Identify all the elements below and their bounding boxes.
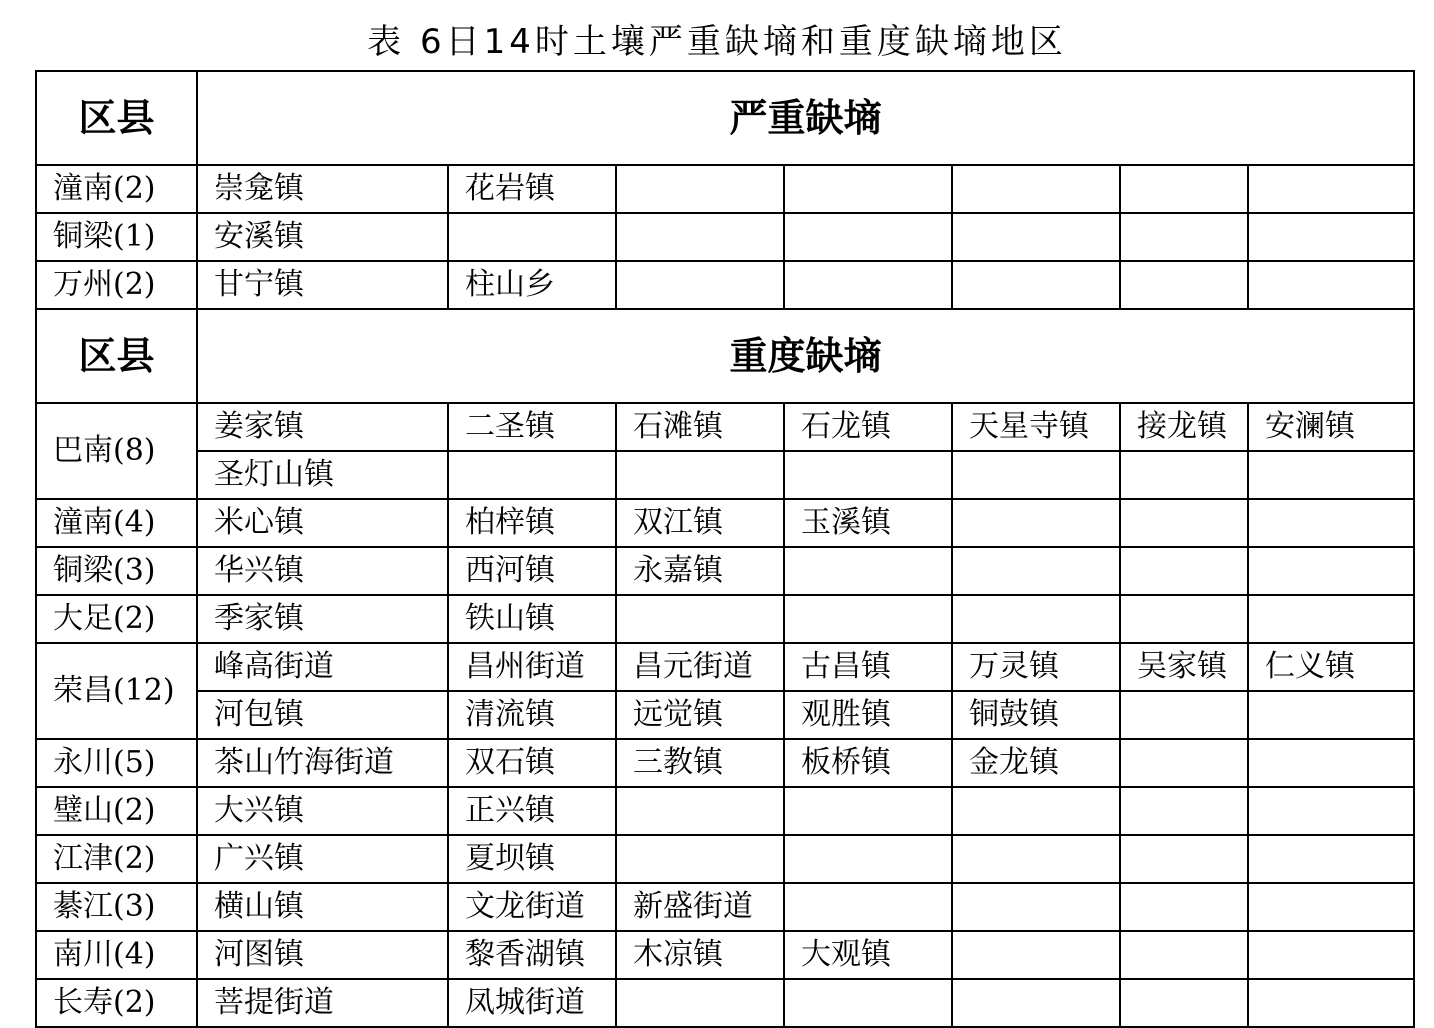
category-header: 重度缺墒: [197, 309, 1414, 403]
section-header-row: [36, 309, 1414, 403]
town-cell: [784, 883, 952, 931]
town-cell: 金龙镇: [952, 739, 1120, 787]
town-cell: 夏坝镇: [448, 835, 616, 883]
town-cell: 菩提街道: [197, 979, 448, 1027]
district-cell: 万州(2): [36, 261, 197, 309]
town-cell: [784, 213, 952, 261]
town-cell: [1248, 691, 1414, 739]
category-header: 严重缺墒: [197, 71, 1414, 165]
town-cell: [1248, 547, 1414, 595]
town-cell: [784, 451, 952, 499]
town-cell: [616, 595, 784, 643]
town-cell: 广兴镇: [197, 835, 448, 883]
town-cell: [616, 451, 784, 499]
town-cell: [1120, 165, 1248, 213]
town-cell: 米心镇: [197, 499, 448, 547]
town-cell: 万灵镇: [952, 643, 1120, 691]
town-cell: [952, 595, 1120, 643]
town-cell: [1120, 835, 1248, 883]
table-row: [36, 595, 1414, 643]
town-cell: 黎香湖镇: [448, 931, 616, 979]
town-cell: 新盛街道: [616, 883, 784, 931]
town-cell: [1248, 979, 1414, 1027]
town-cell: [1248, 213, 1414, 261]
table-row: [36, 979, 1414, 1027]
town-cell: [952, 547, 1120, 595]
town-cell: [1120, 931, 1248, 979]
town-cell: [1120, 979, 1248, 1027]
town-cell: 古昌镇: [784, 643, 952, 691]
district-cell: 铜梁(1): [36, 213, 197, 261]
town-cell: 凤城街道: [448, 979, 616, 1027]
town-cell: 铁山镇: [448, 595, 616, 643]
town-cell: 甘宁镇: [197, 261, 448, 309]
town-cell: [1120, 883, 1248, 931]
town-cell: 河包镇: [197, 691, 448, 739]
town-cell: [616, 165, 784, 213]
town-cell: 花岩镇: [448, 165, 616, 213]
town-cell: 双石镇: [448, 739, 616, 787]
town-cell: 板桥镇: [784, 739, 952, 787]
town-cell: 圣灯山镇: [197, 451, 448, 499]
district-cell: 铜梁(3): [36, 547, 197, 595]
town-cell: 安澜镇: [1248, 403, 1414, 451]
town-cell: 玉溪镇: [784, 499, 952, 547]
town-cell: 吴家镇: [1120, 643, 1248, 691]
town-cell: 柏梓镇: [448, 499, 616, 547]
town-cell: [1248, 739, 1414, 787]
town-cell: 茶山竹海街道: [197, 739, 448, 787]
town-cell: 双江镇: [616, 499, 784, 547]
table-row: [36, 883, 1414, 931]
town-cell: 石滩镇: [616, 403, 784, 451]
town-cell: [784, 261, 952, 309]
town-cell: [1248, 261, 1414, 309]
town-cell: 正兴镇: [448, 787, 616, 835]
town-cell: 远觉镇: [616, 691, 784, 739]
town-cell: [952, 787, 1120, 835]
table-row: [36, 547, 1414, 595]
table-row: [36, 213, 1414, 261]
town-cell: [616, 787, 784, 835]
town-cell: [1248, 165, 1414, 213]
town-cell: [952, 451, 1120, 499]
table-row: [36, 931, 1414, 979]
drought-table: [35, 70, 1415, 1028]
town-cell: [784, 165, 952, 213]
table-row: [36, 835, 1414, 883]
town-cell: [1120, 787, 1248, 835]
town-cell: [1120, 213, 1248, 261]
town-cell: [1120, 739, 1248, 787]
town-cell: [952, 165, 1120, 213]
table-row: [36, 739, 1414, 787]
town-cell: 文龙街道: [448, 883, 616, 931]
town-cell: [1120, 691, 1248, 739]
district-cell: 綦江(3): [36, 883, 197, 931]
table-row: [36, 165, 1414, 213]
town-cell: [952, 931, 1120, 979]
district-cell: 长寿(2): [36, 979, 197, 1027]
town-cell: [1120, 499, 1248, 547]
town-cell: [1120, 595, 1248, 643]
district-cell: 巴南(8): [36, 403, 197, 499]
district-cell: 璧山(2): [36, 787, 197, 835]
district-cell: 南川(4): [36, 931, 197, 979]
town-cell: [1120, 547, 1248, 595]
town-cell: [1248, 883, 1414, 931]
town-cell: [1248, 451, 1414, 499]
table-row: [36, 451, 1414, 499]
town-cell: 横山镇: [197, 883, 448, 931]
town-cell: 姜家镇: [197, 403, 448, 451]
town-cell: 天星寺镇: [952, 403, 1120, 451]
town-cell: [952, 979, 1120, 1027]
district-cell: 江津(2): [36, 835, 197, 883]
town-cell: 大兴镇: [197, 787, 448, 835]
town-cell: [952, 883, 1120, 931]
town-cell: 柱山乡: [448, 261, 616, 309]
town-cell: 木凉镇: [616, 931, 784, 979]
town-cell: [1248, 595, 1414, 643]
town-cell: [952, 835, 1120, 883]
town-cell: 河图镇: [197, 931, 448, 979]
town-cell: [784, 835, 952, 883]
table-title: 表 6日14时土壤严重缺墒和重度缺墒地区: [367, 22, 1067, 62]
town-cell: [616, 835, 784, 883]
town-cell: [1248, 931, 1414, 979]
district-column-header: 区县: [36, 309, 197, 403]
town-cell: 华兴镇: [197, 547, 448, 595]
town-cell: [952, 499, 1120, 547]
table-row: [36, 787, 1414, 835]
town-cell: [1120, 451, 1248, 499]
town-cell: [784, 595, 952, 643]
town-cell: [784, 547, 952, 595]
town-cell: 清流镇: [448, 691, 616, 739]
town-cell: [616, 979, 784, 1027]
town-cell: 仁义镇: [1248, 643, 1414, 691]
town-cell: 昌元街道: [616, 643, 784, 691]
town-cell: 观胜镇: [784, 691, 952, 739]
town-cell: [952, 261, 1120, 309]
town-cell: 崇龛镇: [197, 165, 448, 213]
table-row: [36, 691, 1414, 739]
town-cell: 西河镇: [448, 547, 616, 595]
town-cell: 铜鼓镇: [952, 691, 1120, 739]
town-cell: 石龙镇: [784, 403, 952, 451]
town-cell: 季家镇: [197, 595, 448, 643]
town-cell: [1120, 261, 1248, 309]
section-header-row: [36, 71, 1414, 165]
town-cell: [1248, 499, 1414, 547]
town-cell: [784, 979, 952, 1027]
table-row: [36, 403, 1414, 451]
town-cell: 大观镇: [784, 931, 952, 979]
town-cell: [952, 213, 1120, 261]
town-cell: 昌州街道: [448, 643, 616, 691]
table-row: [36, 643, 1414, 691]
district-column-header: 区县: [36, 71, 197, 165]
town-cell: 永嘉镇: [616, 547, 784, 595]
town-cell: [616, 261, 784, 309]
table-row: [36, 499, 1414, 547]
town-cell: 峰高街道: [197, 643, 448, 691]
town-cell: [1248, 835, 1414, 883]
district-cell: 永川(5): [36, 739, 197, 787]
district-cell: 荣昌(12): [36, 643, 197, 739]
district-cell: 大足(2): [36, 595, 197, 643]
town-cell: [1248, 787, 1414, 835]
town-cell: [784, 787, 952, 835]
town-cell: 安溪镇: [197, 213, 448, 261]
district-cell: 潼南(4): [36, 499, 197, 547]
town-cell: [448, 451, 616, 499]
table-row: [36, 261, 1414, 309]
district-cell: 潼南(2): [36, 165, 197, 213]
town-cell: [616, 213, 784, 261]
town-cell: 三教镇: [616, 739, 784, 787]
town-cell: 二圣镇: [448, 403, 616, 451]
town-cell: 接龙镇: [1120, 403, 1248, 451]
town-cell: [448, 213, 616, 261]
